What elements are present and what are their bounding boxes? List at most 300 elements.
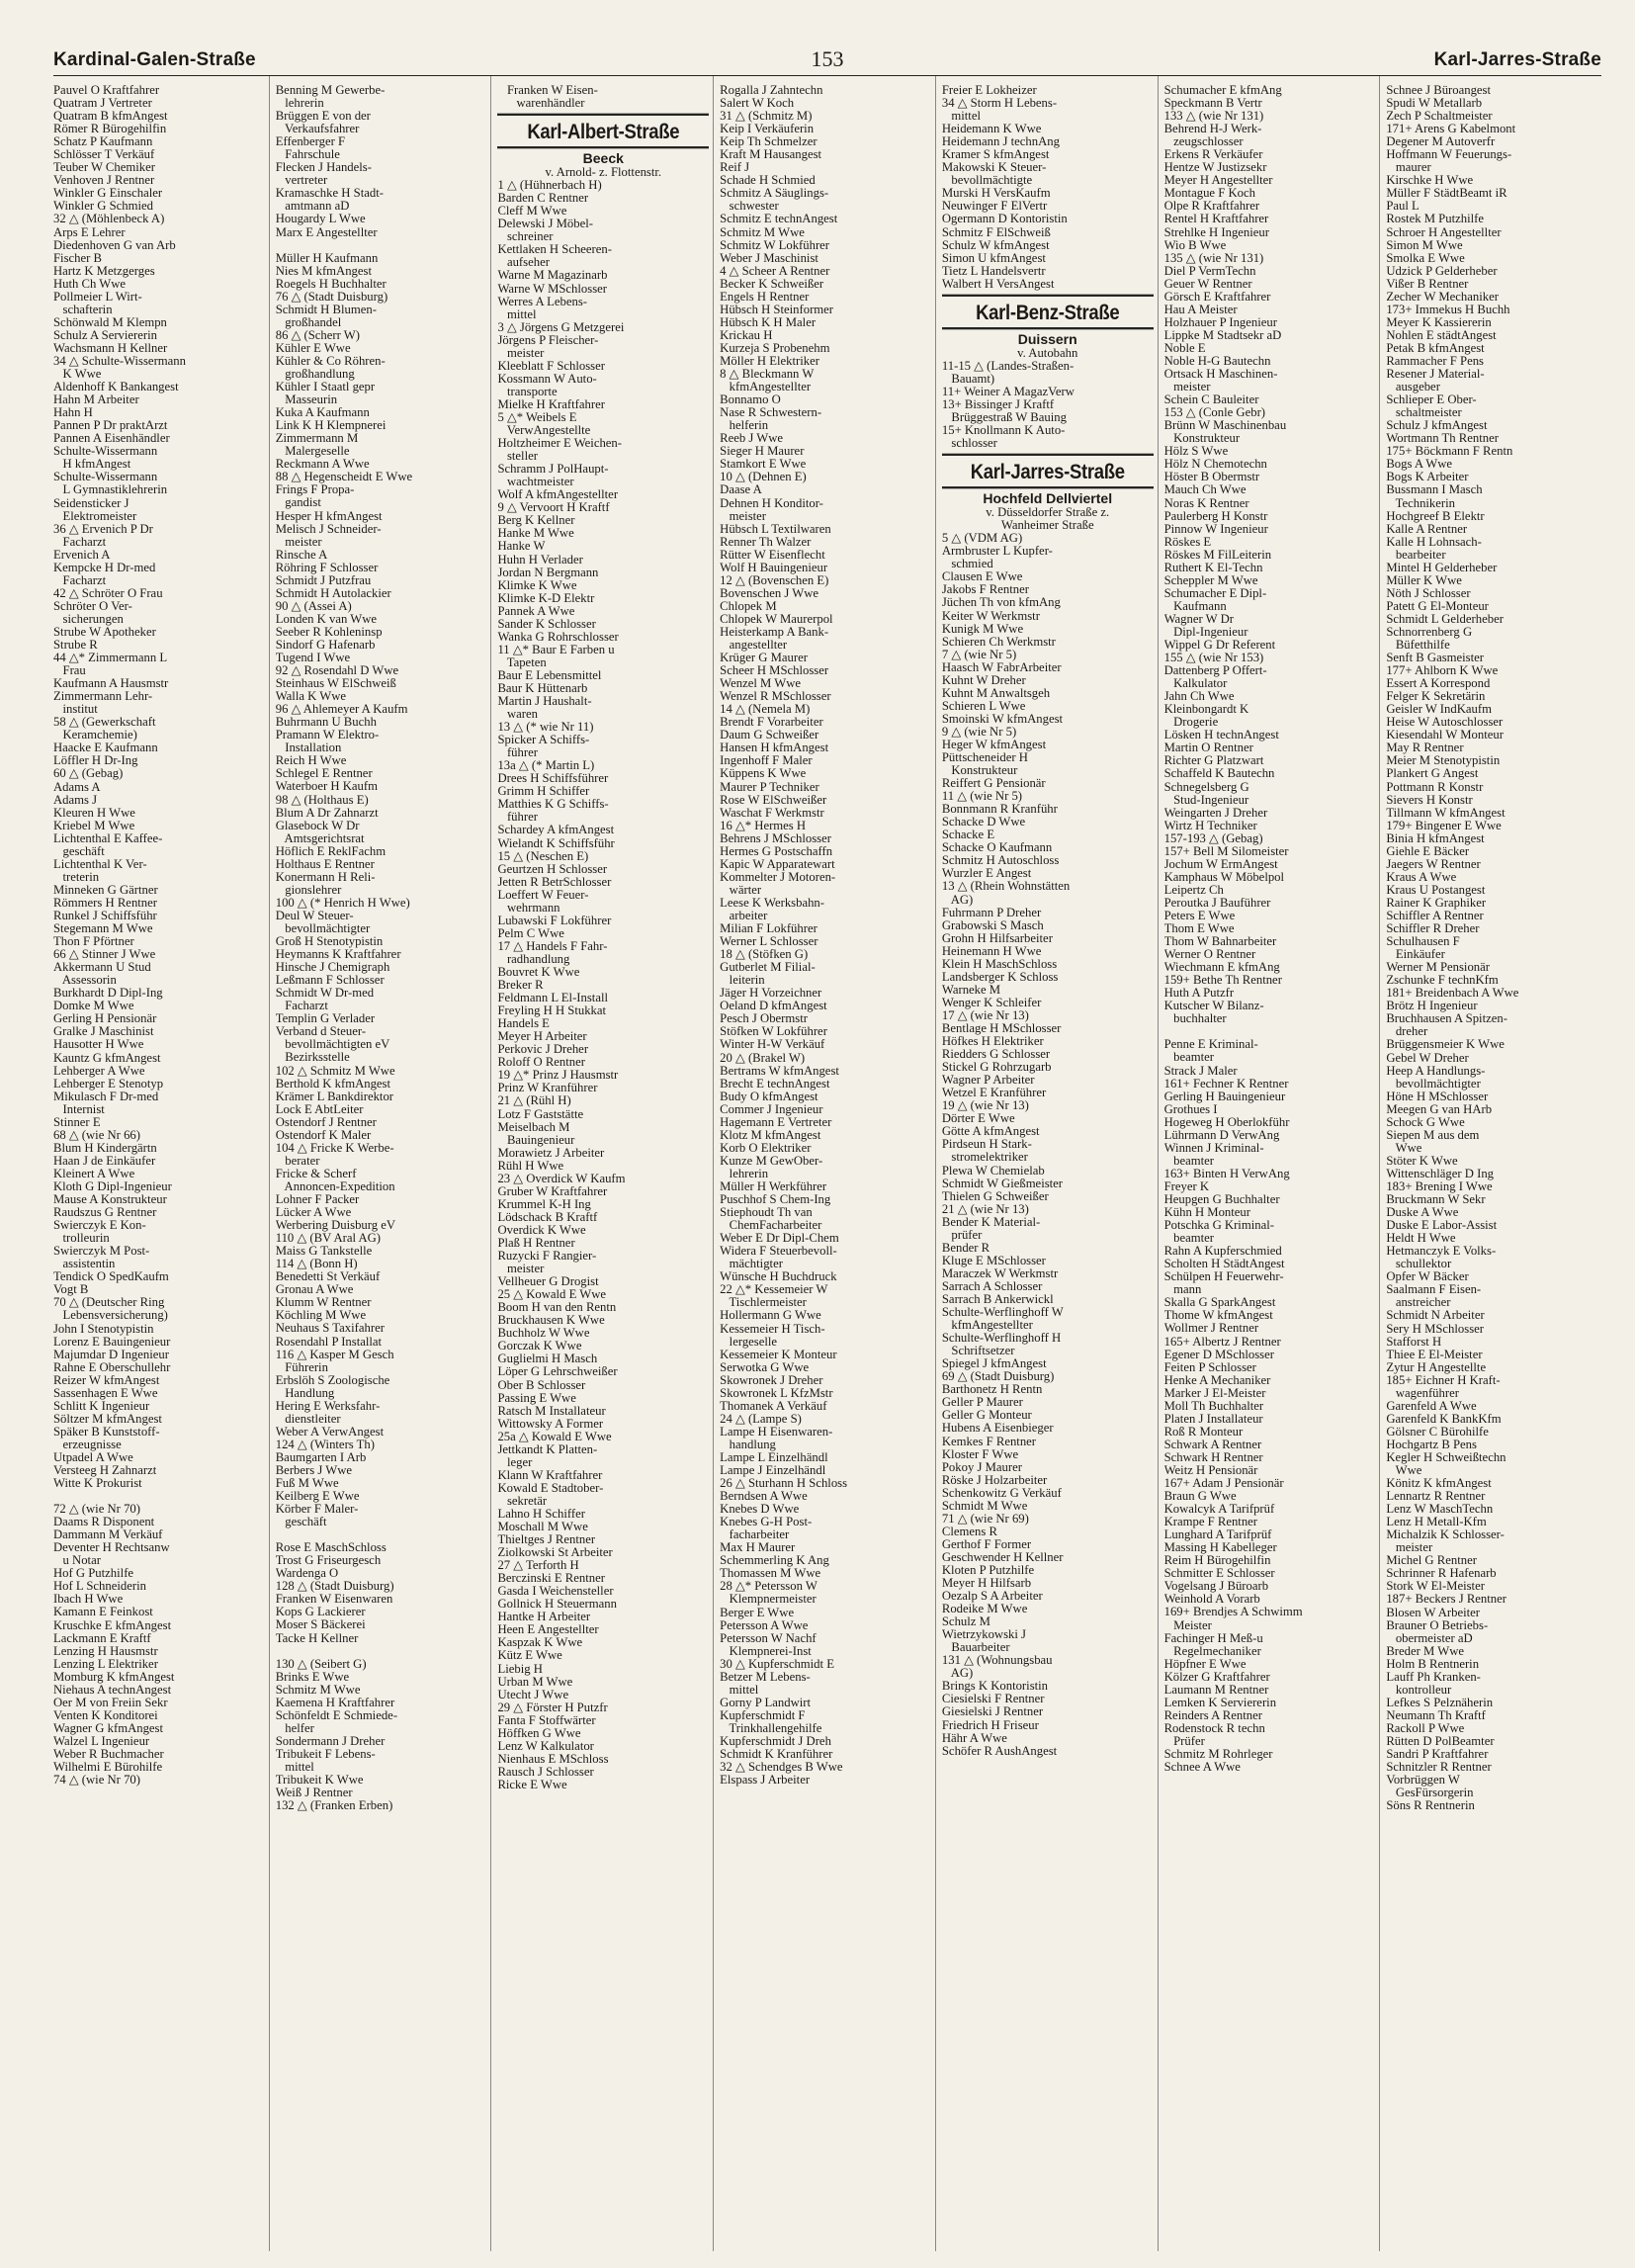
directory-entry: Budy O kfmAngest — [720, 1090, 818, 1103]
directory-entry: Lampe J Einzelhändl — [720, 1464, 826, 1478]
directory-entry: 13 △ (* wie Nr 11) — [497, 721, 594, 735]
directory-entry: Hölz S Wwe — [1163, 445, 1229, 459]
directory-entry: Schönwald M Klempn — [53, 315, 167, 329]
directory-entry: 18 △ (Stöfken G) — [720, 948, 809, 962]
directory-entry: Milian F Lokführer — [720, 922, 818, 936]
directory-entry: Schieren L Wwe — [941, 699, 1026, 713]
directory-entry: Weitz H Pensionär — [1163, 1463, 1258, 1477]
directory-entry: Hoffmann W Feuerungs- — [1386, 148, 1512, 162]
directory-entry: Nohlen E städtAngest — [1386, 328, 1497, 342]
directory-entry: bearbeiter — [1386, 548, 1446, 562]
directory-entry: Zschunke F technKfm — [1386, 974, 1499, 988]
directory-entry: Lock E AbtLeiter — [275, 1102, 364, 1116]
directory-entry: 15 △ (Neschen E) — [497, 849, 589, 863]
directory-entry: Krummel K-H Ing — [497, 1197, 591, 1211]
directory-entry: Regelmechaniker — [1163, 1644, 1261, 1658]
directory-entry: Strehlke H Ingenieur — [1163, 225, 1269, 239]
directory-entry: Meyer K Kassiererin — [1386, 315, 1492, 329]
directory-entry: Huhn H Verlader — [497, 553, 583, 567]
directory-entry: Kalle H Lohnsach- — [1386, 535, 1482, 549]
directory-entry: erzeugnisse — [53, 1438, 122, 1451]
directory-entry: Knebes D Wwe — [720, 1503, 800, 1517]
directory-entry: Lubawski F Lokführer — [497, 914, 612, 927]
directory-entry: Ostendorf J Rentner — [275, 1115, 377, 1129]
directory-entry: Kraus U Postangest — [1386, 883, 1486, 897]
directory-entry: Lührmann D VerwAng — [1163, 1128, 1280, 1142]
directory-entry: 90 △ (Assei A) — [275, 599, 352, 613]
directory-entry: prüfer — [941, 1228, 983, 1242]
directory-entry: Martin J Haushalt- — [497, 695, 592, 709]
directory-entry: institut — [53, 703, 98, 717]
directory-entry: 114 △ (Bonn H) — [275, 1258, 358, 1271]
directory-entry: Pokoy J Maurer — [941, 1460, 1022, 1474]
directory-entry: Baur E Lebensmittel — [497, 668, 602, 682]
directory-entry: Thieltges J Rentner — [497, 1533, 596, 1547]
directory-entry: GesFürsorgerin — [1386, 1787, 1474, 1800]
directory-entry: Kramaschke H Stadt- — [275, 187, 384, 201]
directory-entry: Rodeike M Wwe — [941, 1603, 1028, 1616]
directory-entry: Kempcke H Dr-med — [53, 561, 156, 574]
directory-entry: Brüggensmeier K Wwe — [1386, 1038, 1505, 1052]
directory-entry: Giesielski J Rentner — [941, 1705, 1044, 1719]
directory-entry: Schriftsetzer — [941, 1345, 1015, 1358]
directory-entry: Annoncen-Expedition — [275, 1179, 395, 1193]
directory-entry: dreher — [1386, 1025, 1428, 1039]
directory-entry: Betzer M Lebens- — [720, 1670, 811, 1684]
directory-entry: Klann W Kraftfahrer — [497, 1468, 603, 1482]
directory-entry: kfmAngestellter — [720, 381, 812, 394]
directory-entry: Facharzt — [53, 573, 107, 587]
column-2 — [269, 76, 491, 2251]
directory-entry: Vogt B — [53, 1283, 89, 1297]
directory-entry: Perkovic J Dreher — [497, 1043, 589, 1057]
directory-entry: Schlegel E Rentner — [275, 767, 373, 781]
directory-entry: Wenger K Schleifer — [941, 996, 1042, 1009]
directory-entry: Peroutka J Bauführer — [1163, 896, 1271, 910]
directory-entry: Drees H Schiffsführer — [497, 772, 609, 786]
directory-entry: Meiselbach M — [497, 1120, 570, 1134]
directory-entry: Amtsgerichtsrat — [275, 831, 365, 845]
directory-entry: Elektromeister — [53, 509, 137, 523]
directory-entry: Garenfeld K BankKfm — [1386, 1412, 1502, 1426]
directory-entry: Walla K Wwe — [275, 690, 347, 704]
directory-entry: Kaufmann A Hausmstr — [53, 677, 169, 691]
directory-entry: dienstleiter — [275, 1412, 341, 1426]
directory-entry: Ricke E Wwe — [497, 1778, 567, 1791]
directory-entry: sicherungen — [53, 612, 124, 626]
directory-entry: Overdick K Wwe — [497, 1223, 586, 1237]
directory-entry: Werbering Duisburg eV — [275, 1219, 396, 1233]
directory-entry: Sassenhagen E Wwe — [53, 1386, 158, 1400]
directory-entry: 1 △ (Hühnerbach H) — [497, 179, 602, 193]
directory-entry: 133 △ (wie Nr 131) — [1163, 110, 1264, 124]
directory-entry: Lehberger A Wwe — [53, 1064, 145, 1078]
directory-entry: arbeiter — [720, 910, 768, 922]
directory-entry: Waterboer H Kaufm — [275, 780, 378, 794]
directory-entry: 173+ Immekus H Buchh — [1386, 303, 1510, 316]
directory-entry: Wurzler E Angest — [941, 867, 1032, 881]
directory-entry: Konermann H Reli- — [275, 870, 376, 884]
directory-entry: Röhring F Schlosser — [275, 561, 379, 574]
directory-entry: Pauvel O Kraftfahrer — [53, 84, 160, 97]
directory-entry: Waschat F Werkmstr — [720, 806, 824, 820]
directory-entry: Höster B Obermstr — [1163, 471, 1260, 484]
directory-entry: Smolka E Wwe — [1386, 251, 1465, 265]
directory-entry: Winkler G Schmied — [53, 200, 153, 214]
directory-entry: Simon M Wwe — [1386, 238, 1463, 252]
directory-entry: Egener D MSchlosser — [1163, 1348, 1274, 1361]
directory-entry: Kloten P Putzhilfe — [941, 1563, 1035, 1577]
directory-entry: Reinders A Rentner — [1163, 1708, 1262, 1722]
directory-entry: Widera F Steuerbevoll- — [720, 1245, 837, 1259]
directory-entry: Klempnerei-Inst — [720, 1644, 812, 1658]
directory-entry: Ibach H Wwe — [53, 1593, 124, 1607]
directory-entry: Tribukeit F Lebens- — [275, 1747, 376, 1761]
directory-entry: Krämer L Bankdirektor — [275, 1090, 394, 1103]
directory-entry: Adams A — [53, 780, 101, 794]
directory-entry: Gorny P Landwirt — [720, 1696, 812, 1709]
directory-entry: Römer R Bürogehilfin — [53, 123, 167, 136]
directory-entry: Schmidt M Wwe — [941, 1499, 1028, 1513]
directory-entry: Schönfeldt E Schmiede- — [275, 1708, 398, 1722]
directory-entry: Leßmann F Schlosser — [275, 974, 385, 988]
directory-entry: Grothues I — [1163, 1102, 1218, 1116]
directory-entry: Brinks E Wwe — [275, 1670, 350, 1684]
directory-entry: Duske A Wwe — [1386, 1206, 1459, 1220]
spacer — [276, 1645, 487, 1658]
directory-entry: Petak B kfmAngest — [1386, 341, 1485, 355]
directory-entry: Spudi W Metallarb — [1386, 97, 1483, 111]
directory-entry: 69 △ (Stadt Duisburg) — [941, 1370, 1055, 1384]
directory-entry: Kleinbongardt K — [1163, 703, 1249, 717]
directory-entry: Kühler & Co Röhren- — [275, 354, 386, 368]
district-name: Hochfeld Dellviertel — [983, 490, 1113, 507]
directory-entry: wehrmann — [497, 901, 560, 915]
directory-entry: Schmitz M Wwe — [275, 1683, 361, 1697]
directory-entry: Raudszus G Rentner — [53, 1206, 157, 1220]
directory-entry: Smoinski W kfmAngest — [941, 712, 1064, 726]
directory-entry: Sarrach B Ankerwickl — [941, 1292, 1054, 1306]
directory-entry: 8 △ Bleckmann W — [720, 368, 815, 382]
directory-entry: kfmAngestellter — [941, 1319, 1033, 1333]
directory-entry: bevollmächtigten eV — [275, 1038, 390, 1052]
directory-entry: Ziolkowski St Arbeiter — [497, 1546, 613, 1560]
directory-entry: buchhalter — [1163, 1012, 1227, 1026]
directory-entry: Schmidt H Autolackier — [275, 586, 391, 600]
directory-entry: 68 △ (wie Nr 66) — [53, 1128, 140, 1142]
directory-entry: Massing H Kabelleger — [1163, 1541, 1277, 1555]
directory-entry: Kruschke E kfmAngest — [53, 1618, 172, 1632]
directory-entry: Strube W Apotheker — [53, 625, 156, 639]
directory-entry: Lenz W Kalkulator — [497, 1739, 594, 1753]
directory-entry: Holthaus E Rentner — [275, 857, 375, 871]
directory-entry: mittel — [720, 1683, 759, 1697]
directory-entry: Pramann W Elektro- — [275, 729, 380, 742]
directory-entry: Wagner W Dr — [1163, 612, 1234, 626]
directory-entry: Jochum W ErmAngest — [1163, 857, 1278, 871]
directory-entry: Landsberger K Schloss — [941, 970, 1059, 984]
directory-entry: Heidemann J technAng — [941, 135, 1060, 149]
directory-entry: Opfer W Bäcker — [1386, 1270, 1469, 1284]
directory-entry: Liebig H — [497, 1662, 543, 1676]
directory-entry: Serwotka G Wwe — [720, 1360, 810, 1374]
directory-entry: Maraczek W Werkmstr — [941, 1266, 1059, 1280]
directory-entry: Mause A Konstrukteur — [53, 1193, 167, 1207]
directory-entry: Stork W El-Meister — [1386, 1580, 1485, 1594]
directory-entry: Berg K Kellner — [497, 514, 575, 528]
directory-entry: meister — [497, 1263, 545, 1276]
street-range: v. Düsseldorfer Straße z. — [986, 505, 1110, 520]
directory-entry: Wittowsky A Former — [497, 1417, 604, 1431]
directory-entry: Handlung — [275, 1386, 335, 1400]
directory-entry: Flecken J Handels- — [275, 161, 372, 175]
directory-entry: Swierczyk E Kon- — [53, 1219, 146, 1233]
directory-entry: Thielen G Schweißer — [941, 1189, 1049, 1203]
directory-entry: 21 △ (wie Nr 13) — [941, 1202, 1029, 1216]
directory-entry: Giehle E Bäcker — [1386, 844, 1470, 858]
directory-entry: Felger K Sekretärin — [1386, 690, 1486, 704]
directory-entry: Lenz H Metall-Kfm — [1386, 1516, 1487, 1529]
directory-entry: Zimmermann M — [275, 432, 359, 446]
directory-entry: Lödschack B Kraftf — [497, 1210, 598, 1224]
directory-entry: Warne M Magazinarb — [497, 269, 608, 283]
directory-entry: Clemens R — [941, 1525, 997, 1538]
directory-entry: Bonnmann R Kranführ — [941, 803, 1058, 817]
directory-entry: Jaegers W Rentner — [1386, 857, 1481, 871]
directory-entry: 16 △* Hermes H — [720, 819, 807, 832]
district-name: Beeck — [582, 150, 624, 167]
directory-entry: Kuhnt W Dreher — [941, 673, 1026, 687]
directory-entry: Meyer H Angestellter — [1163, 174, 1273, 188]
directory-entry: Wippel G Dr Referent — [1163, 639, 1276, 653]
directory-entry: 135 △ (wie Nr 131) — [1163, 251, 1264, 265]
directory-entry: 23 △ Overdick W Kaufm — [497, 1172, 626, 1185]
directory-entry: mittel — [275, 1760, 314, 1774]
directory-entry: Wachsmann H Kellner — [53, 341, 168, 355]
directory-entry: 14 △ (Nemela M) — [720, 703, 811, 717]
directory-entry: Röskes M FilLeiterin — [1163, 548, 1272, 562]
directory-entry: Thom W Bahnarbeiter — [1163, 935, 1277, 949]
directory-entry: 34 △ Schulte-Wissermann — [53, 354, 186, 368]
directory-entry: Roegels H Buchhalter — [275, 277, 387, 291]
directory-entry: Brünn W Maschinenbau — [1163, 419, 1287, 433]
directory-entry: schullektor — [1386, 1258, 1452, 1271]
directory-entry: Schmidt N Arbeiter — [1386, 1309, 1485, 1323]
directory-entry: Winnen J Kriminal- — [1163, 1141, 1264, 1155]
directory-entry: Hochgreef B Elektr — [1386, 509, 1485, 523]
directory-entry: Höne H MSchlosser — [1386, 1090, 1489, 1103]
directory-entry: Ober B Schlosser — [497, 1378, 586, 1392]
directory-entry: 187+ Beckers J Rentner — [1386, 1593, 1506, 1607]
directory-entry: Schnorrenberg G — [1386, 625, 1473, 639]
directory-entry: Scheer H MSchlosser — [720, 664, 829, 678]
directory-entry: Heep A Handlungs- — [1386, 1064, 1486, 1078]
directory-entry: Pesch J Obermstr — [720, 1012, 808, 1026]
page-header — [53, 40, 1601, 76]
directory-entry: Werner M Pensionär — [1386, 961, 1490, 975]
directory-entry: Runkel J Schiffsführ — [53, 910, 157, 922]
directory-entry: May R Rentner — [1386, 741, 1464, 755]
directory-entry: 20 △ (Brakel W) — [720, 1051, 806, 1065]
directory-entry: Kupferschmidt J Dreh — [720, 1735, 831, 1748]
directory-entry: Lampe L Einzelhändl — [720, 1450, 828, 1464]
directory-entry: Blosen W Arbeiter — [1386, 1606, 1480, 1619]
directory-entry: Söns R Rentnerin — [1386, 1799, 1475, 1813]
directory-entry: Matthies K G Schiffs- — [497, 798, 609, 812]
directory-entry: Hahn M Arbeiter — [53, 393, 139, 407]
directory-entry: Kurzeja S Probenehm — [720, 341, 830, 355]
directory-entry: Rose E MaschSchloss — [275, 1541, 387, 1555]
directory-entry: Minneken G Gärtner — [53, 883, 158, 897]
directory-entry: Bovenschen J Wwe — [720, 586, 818, 600]
directory-entry: facharbeiter — [720, 1528, 790, 1542]
directory-entry: 11+ Weiner A MagazVerw — [941, 385, 1075, 398]
directory-entry: Wolf A kfmAngestellter — [497, 488, 619, 502]
directory-entry: Paul L — [1386, 200, 1420, 214]
directory-entry: Franken W Eisen- — [497, 84, 598, 97]
directory-entry: Peters E Wwe — [1163, 910, 1236, 922]
directory-entry: Thon F Pförtner — [53, 935, 134, 949]
directory-entry: Delewski J Möbel- — [497, 218, 593, 231]
directory-entry: Kramer S kfmAngest — [941, 148, 1050, 162]
directory-entry: Schaffeld K Bautechn — [1163, 767, 1275, 781]
directory-entry: Schlieper E Ober- — [1386, 393, 1477, 407]
directory-entry: Dammann M Verkäuf — [53, 1528, 163, 1542]
directory-entry: Guglielmi H Masch — [497, 1352, 598, 1366]
directory-entry: Barthonetz H Rentn — [941, 1383, 1043, 1397]
directory-entry: Sindorf G Hafenarb — [275, 638, 376, 652]
directory-entry: großhandlung — [275, 367, 355, 381]
directory-entry: Oezalp S A Arbeiter — [941, 1590, 1043, 1604]
directory-entry: Hinsche J Chemigraph — [275, 961, 390, 975]
directory-entry: Brüggestraß W Bauing — [941, 410, 1067, 424]
directory-entry: Brötz H Ingenieur — [1386, 1000, 1478, 1013]
page-number: 153 — [811, 46, 844, 71]
directory-entry: Kettlaken H Scheeren- — [497, 243, 612, 257]
directory-entry: Mauch Ch Wwe — [1163, 483, 1247, 497]
directory-entry: Klein H MaschSchloss — [941, 957, 1058, 971]
directory-entry: Leipertz Ch — [1163, 883, 1224, 897]
directory-entry: Wagner G kfmAngest — [53, 1721, 164, 1735]
directory-entry: 100 △ (* Henrich H Wwe) — [275, 896, 410, 910]
directory-entry: trolleurin — [53, 1232, 110, 1246]
directory-entry: Schrinner R Hafenarb — [1386, 1567, 1497, 1581]
directory-entry: Ciesielski F Rentner — [941, 1693, 1045, 1706]
directory-entry: Nies M kfmAngest — [275, 264, 372, 278]
directory-entry: Malergeselle — [275, 445, 350, 459]
directory-entry: obermeister aD — [1386, 1631, 1473, 1645]
directory-entry: Wielandt K Schiffsführ — [497, 836, 615, 850]
directory-entry: Löffler H Dr-Ing — [53, 754, 138, 768]
directory-entry: Lenzing H Hausmstr — [53, 1644, 158, 1658]
directory-entry: 3 △ Jörgens G Metzgerei — [497, 320, 625, 334]
directory-entry: Lefkes S Pelznäherin — [1386, 1696, 1494, 1709]
directory-entry: Schemmerling K Ang — [720, 1554, 829, 1568]
directory-entry: Schmitz H Autoschloss — [941, 854, 1060, 868]
directory-entry: transporte — [497, 385, 558, 398]
directory-entry: Hesper H kfmAngest — [275, 509, 383, 523]
directory-entry: Keramchemie) — [53, 729, 137, 742]
directory-entry: Breder M Wwe — [1386, 1644, 1464, 1658]
directory-entry: Fuhrmann P Dreher — [941, 906, 1042, 919]
directory-entry: Schulhausen F — [1386, 935, 1460, 949]
directory-entry: Kutscher W Bilanz- — [1163, 1000, 1264, 1013]
directory-entry: Wortmann Th Rentner — [1386, 432, 1499, 446]
directory-entry: Behrens J MSchlosser — [720, 831, 831, 845]
directory-entry: Heinemann H Wwe — [941, 944, 1042, 958]
directory-entry: Schulz A Serviererin — [53, 328, 157, 342]
directory-entry: Klumm W Rentner — [275, 1296, 372, 1310]
directory-entry: Wolf H Bauingenieur — [720, 561, 828, 574]
directory-entry: Lennartz R Rentner — [1386, 1490, 1486, 1504]
spacer — [276, 1528, 487, 1541]
directory-entry: Weinhold A Vorarb — [1163, 1593, 1260, 1607]
directory-entry: Kunigk M Wwe — [941, 622, 1024, 636]
directory-entry: Köchling M Wwe — [275, 1309, 367, 1323]
directory-entry: Heupgen G Buchhalter — [1163, 1192, 1280, 1206]
column-7 — [1379, 76, 1601, 2251]
directory-entry: Schlösser T Verkäuf — [53, 148, 155, 162]
directory-entry: Krampe F Rentner — [1163, 1516, 1258, 1529]
street-heading: Karl-Jarres-Straße — [942, 454, 1154, 489]
directory-entry: Wenzel M Wwe — [720, 677, 802, 691]
directory-entry: Holtzheimer E Weichen- — [497, 437, 623, 451]
directory-entry: aufseher — [497, 256, 550, 270]
directory-entry: Klotz M kfmAngest — [720, 1128, 821, 1142]
directory-entry: Höpfner E Wwe — [1163, 1657, 1247, 1671]
directory-entry: AG) — [941, 1667, 974, 1681]
directory-entry: Urban M Wwe — [497, 1675, 573, 1689]
directory-entry: Berthold K kfmAngest — [275, 1077, 391, 1090]
directory-entry: Müller F StädtBeamt iR — [1386, 187, 1507, 201]
directory-entry: Skowronek L KfzMstr — [720, 1386, 833, 1400]
directory-entry: Stinner E — [53, 1115, 101, 1129]
directory-entry: Neumann Th Kraftf — [1386, 1708, 1486, 1722]
directory-entry: ausgeber — [1386, 381, 1440, 394]
directory-entry: Friedrich H Friseur — [941, 1718, 1039, 1732]
directory-entry: Bender K Material- — [941, 1215, 1041, 1229]
directory-entry: Schulte-Wissermann — [53, 471, 158, 484]
directory-entry: Masseurin — [275, 393, 338, 407]
directory-entry: Kapic W Apparatewart — [720, 857, 835, 871]
directory-entry: Senft B Gasmeister — [1386, 652, 1484, 665]
directory-entry: Marker J El-Meister — [1163, 1386, 1266, 1400]
directory-entry: Frings F Propa- — [275, 483, 355, 497]
directory-entry: Kalkulator — [1163, 677, 1228, 691]
directory-entry: Kriebel M Wwe — [53, 819, 135, 832]
directory-entry: Tacke H Kellner — [275, 1631, 359, 1645]
directory-entry: Utecht J Wwe — [497, 1688, 569, 1701]
directory-entry: Drogerie — [1163, 716, 1219, 730]
directory-entry: Vißer B Rentner — [1386, 277, 1469, 291]
directory-entry: Nase R Schwestern- — [720, 406, 822, 420]
directory-entry: Laumann M Rentner — [1163, 1683, 1269, 1697]
directory-entry: Tillmann W kfmAngest — [1386, 806, 1506, 820]
directory-entry: 36 △ Ervenich P Dr — [53, 522, 153, 536]
directory-entry: Brecht E technAngest — [720, 1077, 830, 1090]
directory-entry: Müller K Wwe — [1386, 573, 1462, 587]
directory-entry: Reim H Bürogehilfin — [1163, 1554, 1271, 1568]
directory-entry: Schmitz M Wwe — [720, 225, 805, 239]
directory-entry: Niehaus A technAngest — [53, 1683, 172, 1697]
directory-entry: Glasebock W Dr — [275, 819, 360, 832]
directory-entry: Lohner F Packer — [275, 1192, 360, 1206]
directory-entry: Heisterkamp A Bank- — [720, 625, 829, 639]
directory-entry: berater — [275, 1154, 320, 1168]
directory-entry: 161+ Fechner K Rentner — [1163, 1077, 1289, 1090]
street-range: Wanheimer Straße — [1000, 518, 1094, 533]
directory-entry: Brings K Kontoristin — [941, 1680, 1049, 1694]
